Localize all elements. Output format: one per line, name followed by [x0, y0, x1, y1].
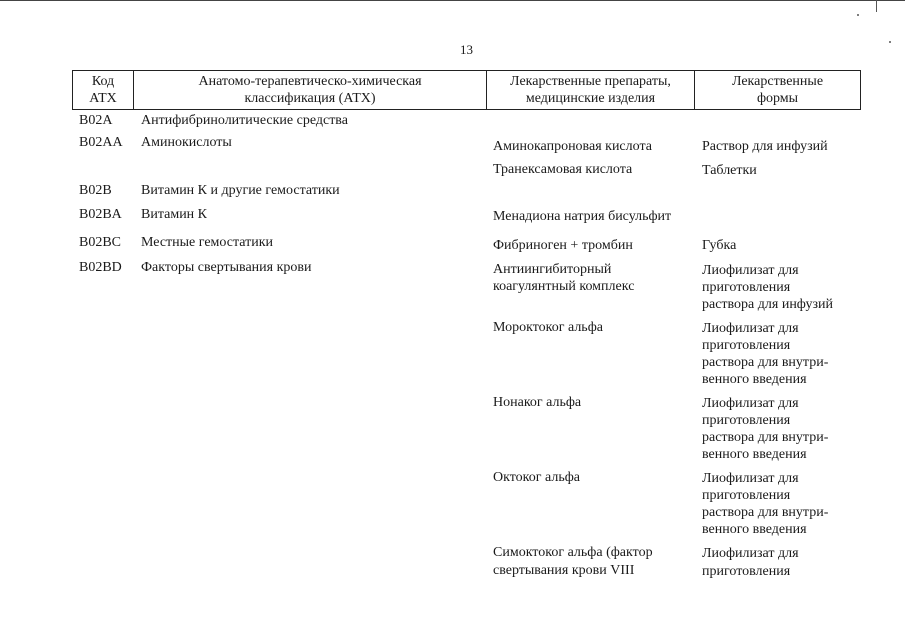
row-drug: Октоког альфа [493, 470, 580, 485]
row-drug: Нонаког альфа [493, 395, 582, 410]
header-cell-code [72, 70, 134, 110]
row-form: Таблетки [702, 163, 757, 178]
row-atc: Факторы свертывания крови [141, 260, 312, 275]
header-atc-line1: Анатомо-терапевтическо-химическая [198, 74, 422, 89]
row-code: B02BD [79, 260, 122, 275]
header-code-line1: Код [91, 74, 115, 89]
row-form-line2: приготовления [702, 338, 791, 353]
row-atc: Витамин К [141, 207, 208, 222]
row-form-line1: Лиофилизат для [702, 471, 799, 486]
row-form-line3: раствора для инфузий [702, 297, 834, 312]
row-drug: Аминокапроновая кислота [493, 139, 652, 154]
row-atc: Аминокислоты [141, 135, 232, 150]
row-form-line3: раствора для внутри- [702, 505, 829, 520]
row-form-line2: приготовления [702, 413, 791, 428]
header-form-line2: формы [756, 91, 799, 106]
row-form-line1: Лиофилизат для [702, 396, 799, 411]
row-drug-line1: Симоктоког альфа (фактор [493, 545, 653, 560]
row-atc: Антифибринолитические средства [141, 113, 348, 128]
row-form-line3: раствора для внутри- [702, 430, 829, 445]
row-drug: Мороктоког альфа [493, 320, 603, 335]
scan-edge-line [0, 0, 905, 1]
header-drug-line1: Лекарственные препараты, [510, 74, 671, 89]
row-atc: Местные гемостатики [141, 235, 274, 250]
scan-speck [857, 14, 859, 16]
header-cell-form [694, 70, 861, 110]
row-drug-line1: Антиингибиторный [493, 262, 612, 277]
row-code: B02A [79, 113, 113, 128]
row-code: B02AA [79, 135, 123, 150]
row-form-line4: венного введения [702, 447, 807, 462]
header-drug-line2: медицинские изделия [525, 91, 656, 106]
row-form-line4: венного введения [702, 522, 807, 537]
row-code: B02BA [79, 207, 122, 222]
row-drug-line2: свертывания крови VIII [493, 563, 635, 578]
row-form-line2: приготовления [702, 280, 791, 295]
row-code: B02B [79, 183, 112, 198]
row-form: Раствор для инфузий [702, 139, 828, 154]
row-form: Губка [702, 238, 737, 253]
row-form-line2: приготовления [702, 488, 791, 503]
scan-mark [876, 0, 877, 12]
header-atc-line2: классификация (АТХ) [244, 91, 376, 106]
scan-speck [889, 41, 891, 43]
row-drug-line2: коагулянтный комплекс [493, 279, 635, 294]
page-number: 13 [460, 42, 473, 57]
row-form-line2: приготовления [702, 564, 791, 579]
row-code: B02BC [79, 235, 122, 250]
row-form-line3: раствора для внутри- [702, 355, 829, 370]
row-atc: Витамин К и другие гемостатики [141, 183, 340, 198]
row-form-line4: венного введения [702, 372, 807, 387]
header-cell-drug [486, 70, 695, 110]
row-drug: Транексамовая кислота [493, 162, 633, 177]
row-form-line1: Лиофилизат для [702, 546, 799, 561]
header-form-line1: Лекарственные [731, 74, 824, 89]
row-drug: Фибриноген + тромбин [493, 238, 633, 253]
header-code-line2: АТХ [89, 91, 117, 106]
row-drug: Менадиона натрия бисульфит [493, 209, 672, 224]
row-form-line1: Лиофилизат для [702, 263, 799, 278]
header-cell-atc [133, 70, 487, 110]
row-form-line1: Лиофилизат для [702, 321, 799, 336]
